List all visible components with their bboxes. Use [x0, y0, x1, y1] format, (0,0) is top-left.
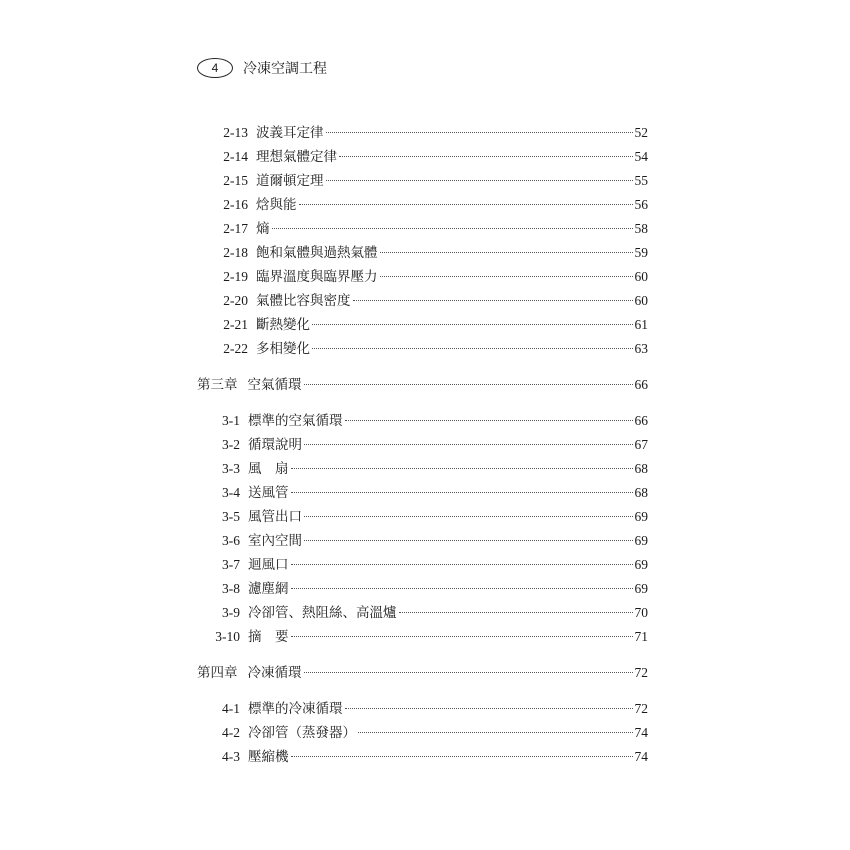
- section-title: 濾塵網: [248, 581, 289, 597]
- page-ref: 70: [634, 605, 648, 620]
- toc-entry[interactable]: [198, 244, 648, 262]
- chapter-number: 第四章: [197, 665, 238, 681]
- page-ref: 63: [634, 341, 648, 356]
- chapter-title: 冷凍循環: [247, 665, 302, 681]
- toc-entry[interactable]: [190, 748, 648, 766]
- section-number: 2-13: [223, 125, 248, 140]
- dot-leader: [304, 540, 633, 541]
- page-ref: 67: [634, 437, 648, 452]
- dot-leader: [304, 672, 633, 673]
- section-number: 3-6: [222, 533, 240, 548]
- section-title: 風管出口: [248, 509, 302, 525]
- page-ref: 60: [634, 269, 648, 284]
- dot-leader: [304, 516, 633, 517]
- section-number: 2-22: [223, 341, 248, 356]
- dot-leader: [291, 636, 633, 637]
- section-number: 2-17: [223, 221, 248, 236]
- dot-leader: [299, 204, 633, 205]
- section-title: 理想氣體定律: [256, 149, 337, 165]
- section-title: 道爾頓定理: [256, 173, 324, 189]
- page-ref: 66: [634, 377, 648, 392]
- toc-entry[interactable]: [198, 220, 648, 238]
- section-number: 3-5: [222, 509, 240, 524]
- section-title: 飽和氣體與過熱氣體: [256, 245, 378, 261]
- section-number: 3-1: [222, 413, 240, 428]
- section-number: 2-19: [223, 269, 248, 284]
- toc-entry[interactable]: [190, 412, 648, 430]
- section-title: 冷卻管（蒸發器）: [248, 725, 356, 741]
- page-ref: 74: [634, 725, 648, 740]
- section-title: 標準的冷凍循環: [248, 701, 343, 717]
- section-number: 3-4: [222, 485, 240, 500]
- dot-leader: [326, 180, 633, 181]
- toc-entry[interactable]: [198, 172, 648, 190]
- toc-entry[interactable]: [190, 628, 648, 646]
- section-title: 冷卻管、熱阻絲、高溫爐: [248, 605, 397, 621]
- toc-entry[interactable]: [198, 316, 648, 334]
- section-title: 室內空間: [248, 533, 302, 549]
- chapter-number: 第三章: [197, 377, 238, 393]
- toc-chapter-3[interactable]: [197, 376, 648, 394]
- page-header: [197, 58, 327, 78]
- section-number: 3-10: [215, 629, 240, 644]
- section-title: 標準的空氣循環: [248, 413, 343, 429]
- toc-entry[interactable]: [198, 124, 648, 142]
- section-title: 波義耳定律: [256, 125, 324, 141]
- book-title: 冷凍空調工程: [243, 61, 327, 77]
- page-ref: 56: [634, 197, 648, 212]
- page-ref: 61: [634, 317, 648, 332]
- section-number: 3-9: [222, 605, 240, 620]
- dot-leader: [380, 276, 633, 277]
- section-number: 2-15: [223, 173, 248, 188]
- dot-leader: [291, 756, 633, 757]
- dot-leader: [358, 732, 633, 733]
- toc-entry[interactable]: [190, 532, 648, 550]
- page-ref: 58: [634, 221, 648, 236]
- section-number: 2-14: [223, 149, 248, 164]
- page-ref: 54: [634, 149, 648, 164]
- toc-entry[interactable]: [190, 436, 648, 454]
- page-ref: 66: [634, 413, 648, 428]
- section-number: 4-2: [222, 725, 240, 740]
- toc-entry[interactable]: [190, 508, 648, 526]
- section-title: 氣體比容與密度: [256, 293, 351, 309]
- toc-entry[interactable]: [198, 340, 648, 358]
- dot-leader: [291, 588, 633, 589]
- toc-entry[interactable]: [190, 604, 648, 622]
- section-number: 3-7: [222, 557, 240, 572]
- section-number: 3-8: [222, 581, 240, 596]
- toc-entry[interactable]: [198, 196, 648, 214]
- section-title: 壓縮機: [248, 749, 289, 765]
- toc-entry[interactable]: [190, 580, 648, 598]
- page-ref: 69: [634, 509, 648, 524]
- toc-entry[interactable]: [190, 724, 648, 742]
- dot-leader: [380, 252, 633, 253]
- page-ref: 69: [634, 533, 648, 548]
- page-ref: 69: [634, 581, 648, 596]
- dot-leader: [272, 228, 633, 229]
- toc-chapter-4[interactable]: [197, 664, 648, 682]
- section-number: 2-16: [223, 197, 248, 212]
- dot-leader: [291, 492, 633, 493]
- dot-leader: [304, 384, 633, 385]
- dot-leader: [353, 300, 633, 301]
- section-number: 2-20: [223, 293, 248, 308]
- dot-leader: [345, 708, 633, 709]
- section-title: 斷熱變化: [256, 317, 310, 333]
- dot-leader: [339, 156, 633, 157]
- page-number-badge: 4: [197, 58, 233, 78]
- dot-leader: [326, 132, 633, 133]
- chapter-title: 空氣循環: [247, 377, 302, 393]
- page-ref: 71: [634, 629, 648, 644]
- toc-entry[interactable]: [198, 148, 648, 166]
- page-ref: 72: [634, 701, 648, 716]
- section-title: 送風管: [248, 485, 289, 501]
- page-ref: 68: [634, 485, 648, 500]
- section-number: 3-3: [222, 461, 240, 476]
- dot-leader: [345, 420, 633, 421]
- toc-entry[interactable]: [190, 484, 648, 502]
- page-ref: 59: [634, 245, 648, 260]
- section-title: 多相變化: [256, 341, 310, 357]
- page-ref: 60: [634, 293, 648, 308]
- section-title: 熵: [256, 221, 270, 237]
- dot-leader: [312, 348, 633, 349]
- section-title: 臨界溫度與臨界壓力: [256, 269, 378, 285]
- toc-entry[interactable]: [198, 268, 648, 286]
- page-ref: 52: [634, 125, 648, 140]
- dot-leader: [304, 444, 633, 445]
- section-number: 2-21: [223, 317, 248, 332]
- toc-entry[interactable]: [190, 700, 648, 718]
- section-number: 4-3: [222, 749, 240, 764]
- section-title: 風 扇: [248, 461, 289, 477]
- section-title: 摘 要: [248, 629, 289, 645]
- dot-leader: [291, 564, 633, 565]
- dot-leader: [399, 612, 633, 613]
- page-ref: 69: [634, 557, 648, 572]
- section-number: 3-2: [222, 437, 240, 452]
- toc-entry[interactable]: [190, 556, 648, 574]
- page-ref: 72: [634, 665, 648, 680]
- page-ref: 55: [634, 173, 648, 188]
- section-title: 焓與能: [256, 197, 297, 213]
- section-number: 2-18: [223, 245, 248, 260]
- toc-entry[interactable]: [190, 460, 648, 478]
- page-ref: 68: [634, 461, 648, 476]
- toc-entry[interactable]: [198, 292, 648, 310]
- page-ref: 74: [634, 749, 648, 764]
- section-title: 循環說明: [248, 437, 302, 453]
- section-title: 迴風口: [248, 557, 289, 573]
- dot-leader: [291, 468, 633, 469]
- dot-leader: [312, 324, 633, 325]
- section-number: 4-1: [222, 701, 240, 716]
